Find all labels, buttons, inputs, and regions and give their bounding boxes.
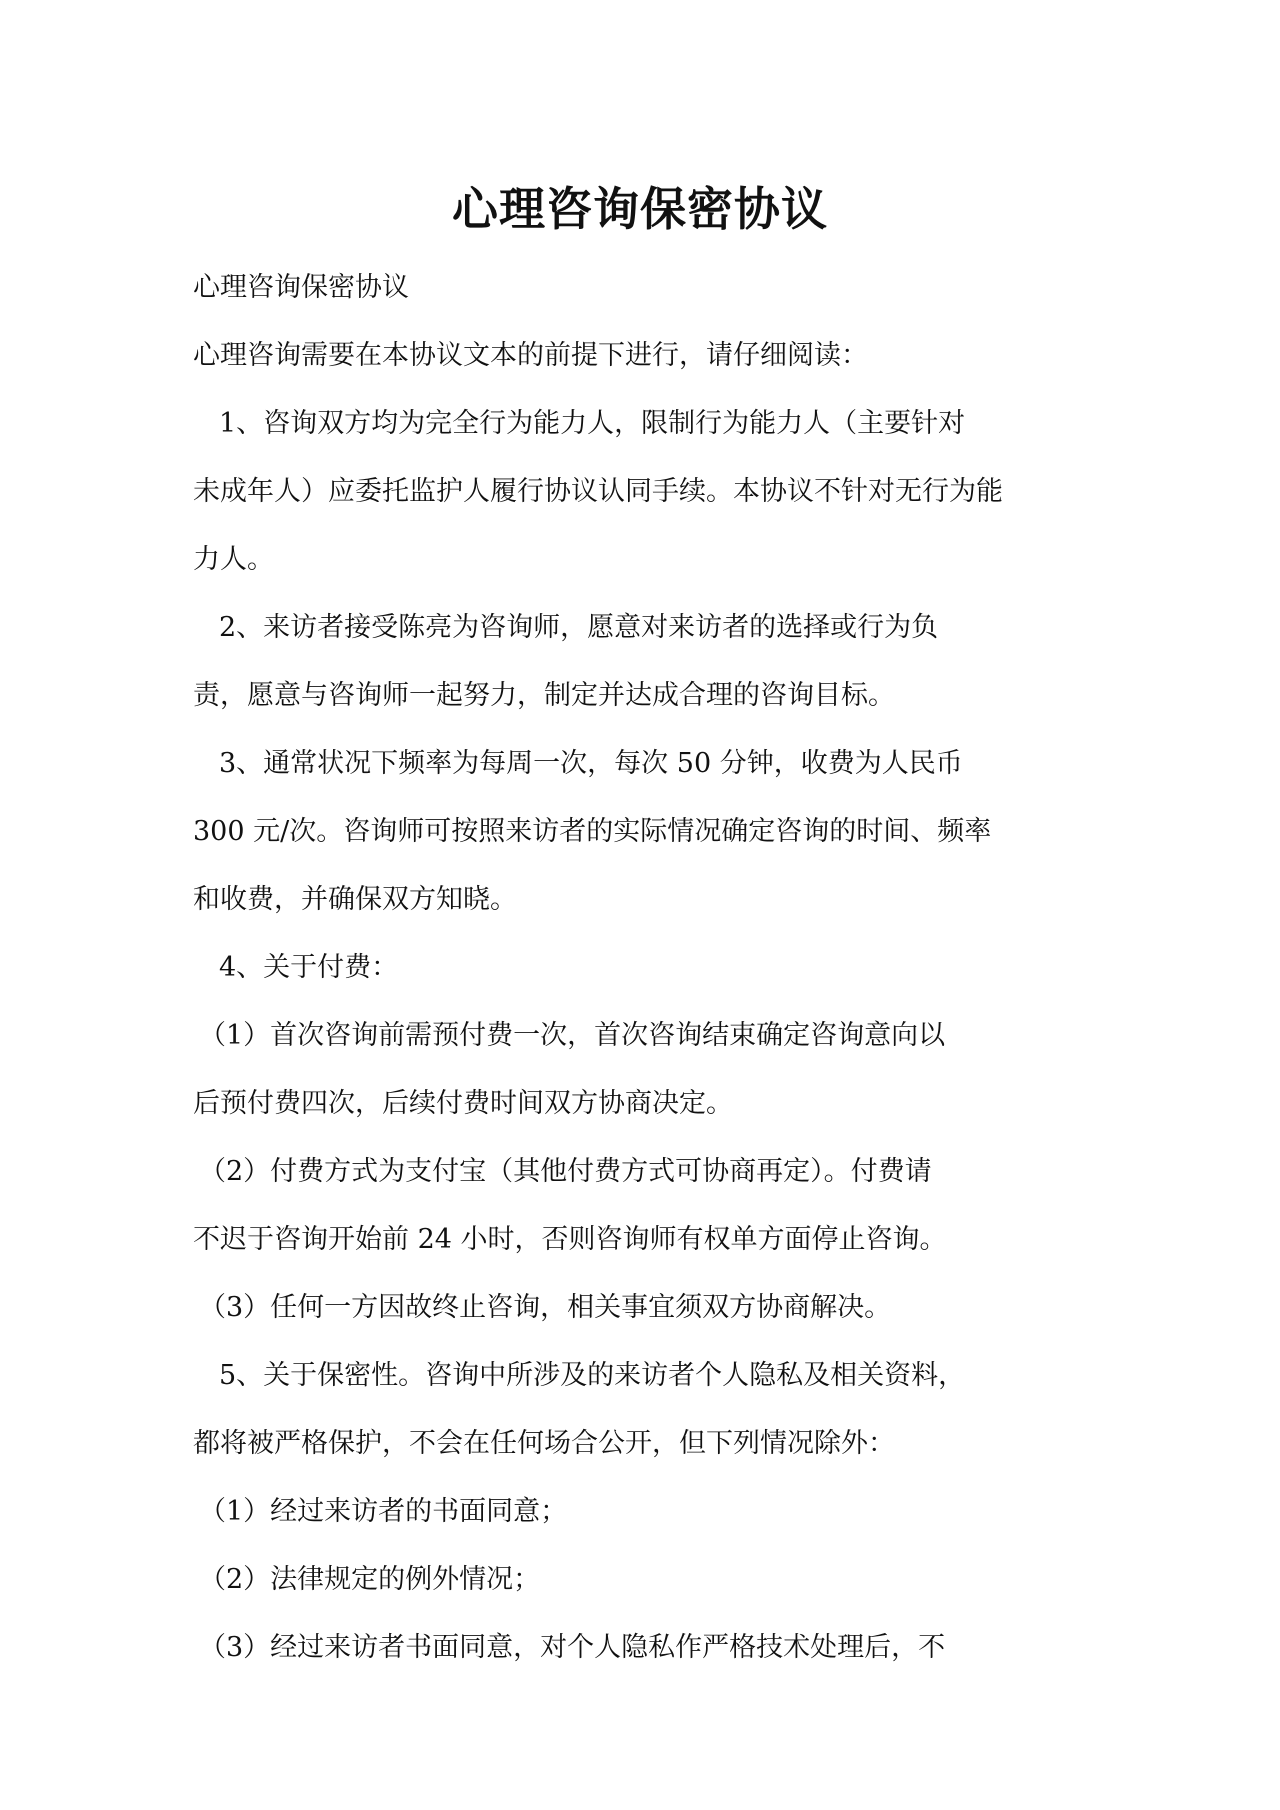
doc-line-subclause: （2）法律规定的例外情况；: [199, 1564, 541, 1595]
document-title: 心理咨询保密协议: [452, 182, 828, 236]
doc-line: 都将被严格保护，不会在任何场合公开，但下列情况除外：: [193, 1428, 895, 1459]
doc-line: 未成年人）应委托监护人履行协议认同手续。本协议不针对无行为能: [193, 476, 1003, 507]
doc-line-subclause: （2）付费方式为支付宝（其他付费方式可协商再定）。付费请: [199, 1156, 932, 1187]
doc-line: 责，愿意与咨询师一起努力，制定并达成合理的咨询目标。: [193, 680, 895, 711]
doc-line: 后预付费四次，后续付费时间双方协商决定。: [193, 1088, 733, 1119]
doc-line-clause-2: 2、来访者接受陈亮为咨询师，愿意对来访者的选择或行为负: [219, 612, 939, 643]
doc-line: 力人。: [193, 544, 274, 575]
doc-line-subclause: （1）首次咨询前需预付费一次，首次咨询结束确定咨询意向以: [199, 1020, 946, 1051]
doc-line-clause-1: 1、咨询双方均为完全行为能力人，限制行为能力人（主要针对: [219, 408, 966, 439]
doc-line-subclause: （3）经过来访者书面同意，对个人隐私作严格技术处理后，不: [199, 1632, 946, 1663]
doc-line: 和收费，并确保双方知晓。: [193, 884, 517, 915]
doc-line-clause-5: 5、关于保密性。咨询中所涉及的来访者个人隐私及相关资料，: [219, 1360, 966, 1391]
doc-line: 不迟于咨询开始前 24 小时，否则咨询师有权单方面停止咨询。: [193, 1224, 947, 1255]
doc-line-clause-3: 3、通常状况下频率为每周一次，每次 50 分钟，收费为人民币: [219, 748, 963, 779]
doc-line: 300 元/次。咨询师可按照来访者的实际情况确定咨询的时间、频率: [193, 816, 992, 847]
doc-line-subtitle: 心理咨询保密协议: [193, 272, 409, 303]
doc-line-clause-4: 4、关于付费：: [219, 952, 399, 983]
doc-line-subclause: （1）经过来访者的书面同意；: [199, 1496, 568, 1527]
doc-line-intro: 心理咨询需要在本协议文本的前提下进行，请仔细阅读：: [193, 340, 868, 371]
doc-line-subclause: （3）任何一方因故终止咨询，相关事宜须双方协商解决。: [199, 1292, 892, 1323]
